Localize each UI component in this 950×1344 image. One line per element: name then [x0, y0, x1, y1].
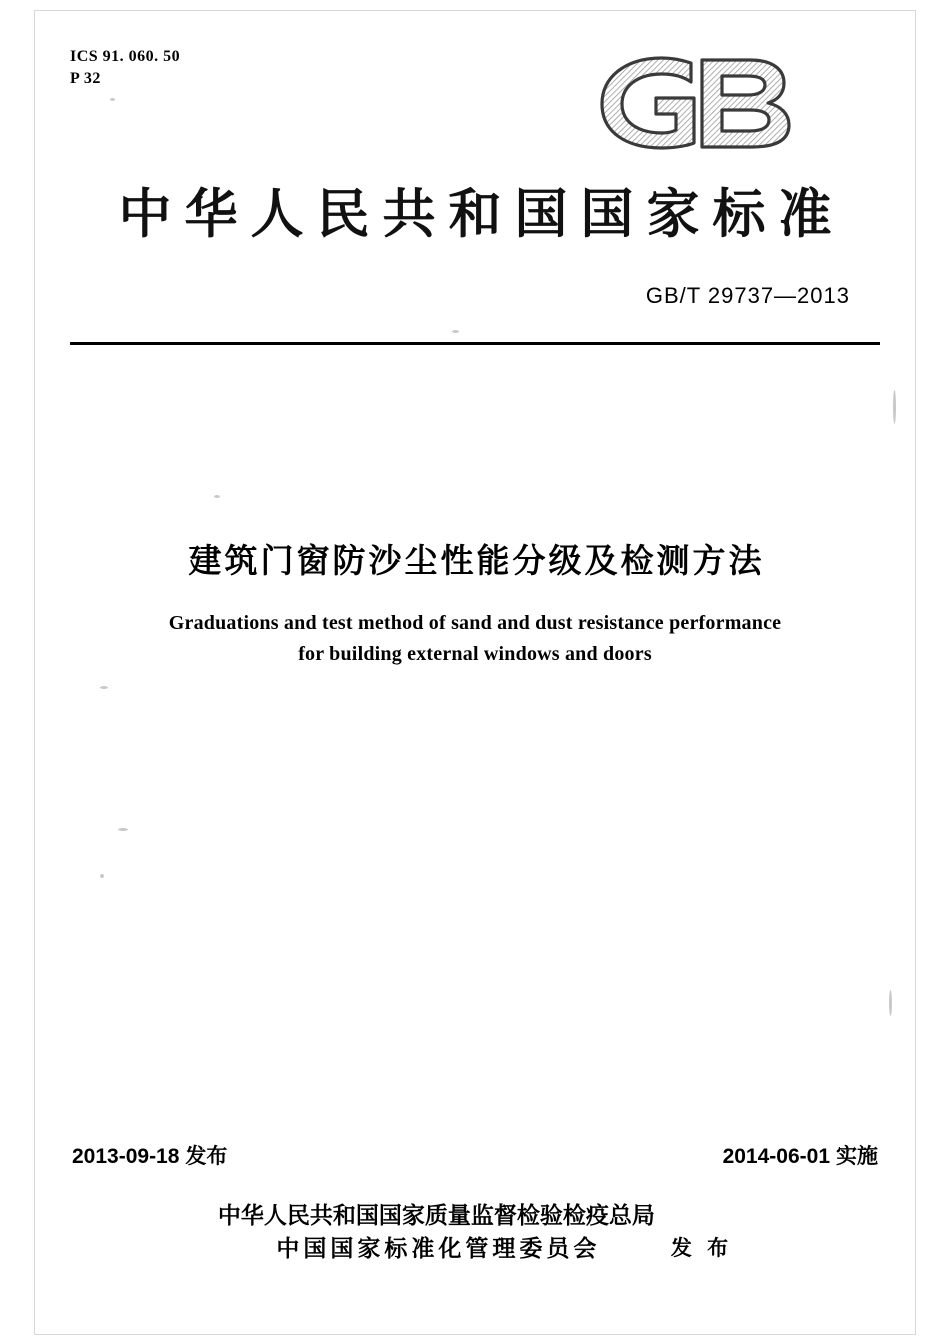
- issue-label: 发布: [185, 1144, 228, 1168]
- scan-speck: [452, 330, 459, 333]
- document-title-english-line2: for building external windows and doors: [298, 643, 652, 665]
- document-title-chinese: 建筑门窗防沙尘性能分级及检测方法: [188, 541, 765, 580]
- title-divider: [70, 342, 880, 345]
- issue-date: 2013-09-18: [72, 1145, 180, 1168]
- gb-logo-icon: [590, 48, 805, 158]
- document-title-english: [130, 608, 820, 670]
- publish-label: 发 布: [670, 1236, 733, 1260]
- page-border-top: [34, 10, 916, 11]
- dates-row: [72, 1140, 878, 1170]
- effective-date: 2014-06-01: [722, 1145, 830, 1168]
- standard-number: GB/T 29737—2013: [645, 283, 850, 308]
- scan-speck: [214, 495, 220, 498]
- issue-date-group: [72, 1140, 227, 1170]
- scan-speck: [118, 828, 128, 831]
- issuer-line-1: 中华人民共和国国家质量监督检验检疫总局: [217, 1203, 655, 1229]
- ics-category: P 32: [70, 70, 101, 87]
- effective-date-group: [723, 1140, 878, 1170]
- scan-speck: [889, 990, 892, 1016]
- scan-speck: [893, 390, 896, 424]
- ics-classification: [70, 46, 180, 90]
- scan-speck: [110, 98, 115, 101]
- scan-speck: [100, 874, 104, 878]
- effective-label: 实施: [836, 1144, 878, 1168]
- document-title-english-line1: Graduations and test method of sand and dust resistance performance: [168, 612, 782, 634]
- national-standard-title: 中华人民共和国国家标准: [118, 184, 845, 245]
- issuer-names: [218, 1200, 655, 1266]
- scan-speck: [100, 686, 108, 689]
- issuer-block: [0, 1200, 950, 1266]
- issuer-line-2: 中国国家标准化管理委员会: [276, 1236, 601, 1262]
- page-border-bottom: [34, 1334, 916, 1335]
- ics-code: ICS 91. 060. 50: [70, 48, 181, 65]
